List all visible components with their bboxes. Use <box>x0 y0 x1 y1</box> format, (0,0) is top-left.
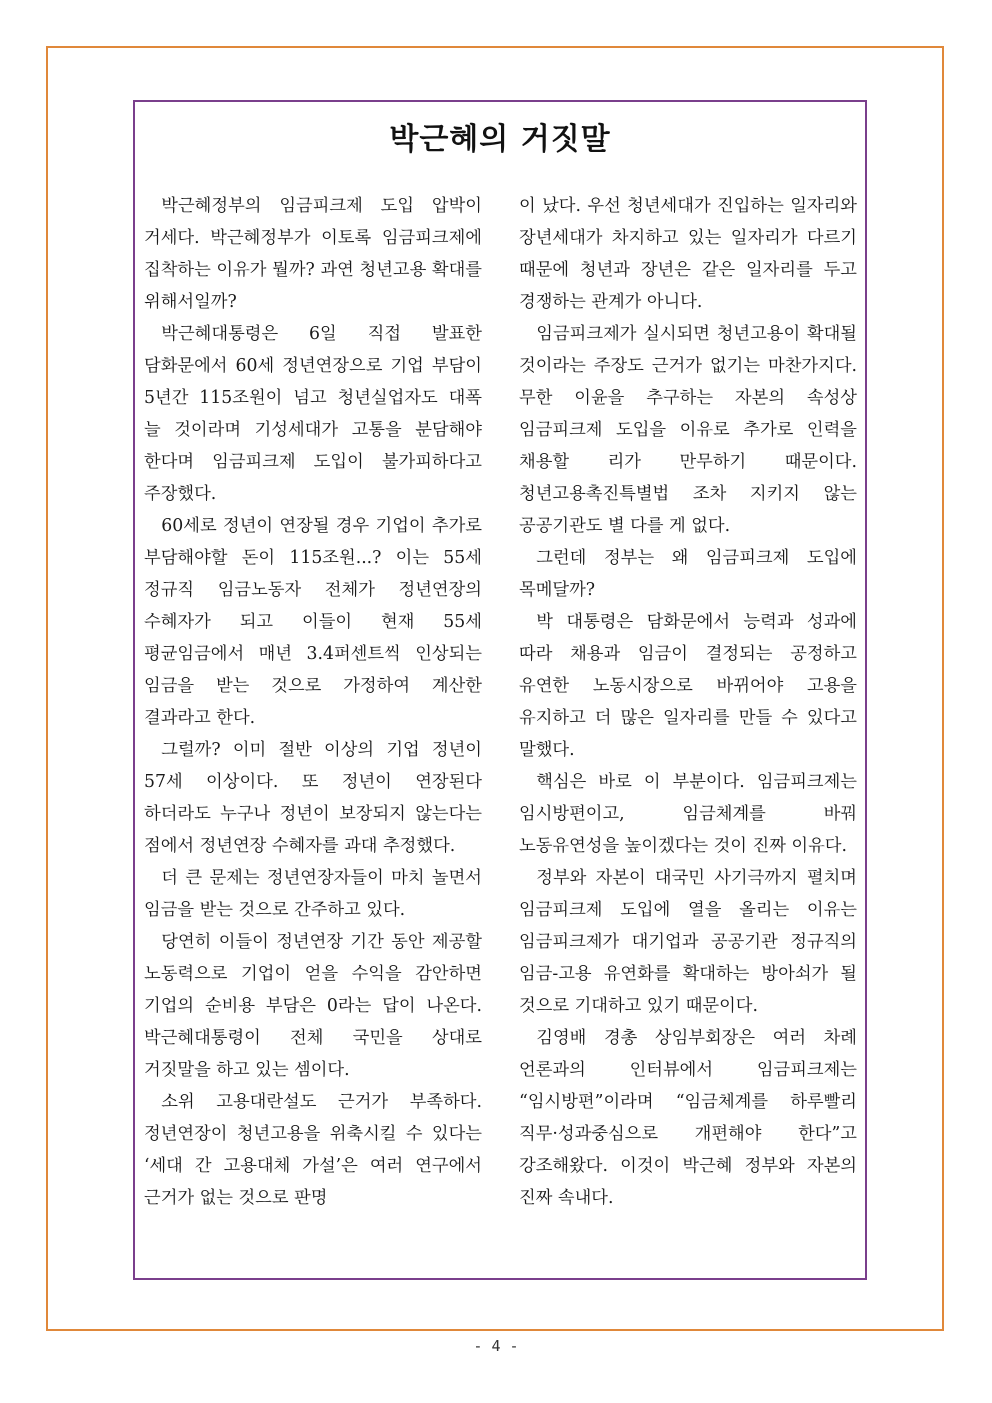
paragraph: 박근혜대통령은 6일 직접 발표한 담화문에서 60세 정년연장으로 기업 부담이 5년간 115조원이 넘고 청년실업자도 대폭 늘 것이라며 기성세대가 고통을 분담해야 한다며 임금피크제 도입이 불가피하다고 주장했다. <box>144 324 482 504</box>
paragraph: 임금피크제가 실시되면 청년고용이 확대될 것이라는 주장도 근거가 없기는 마찬가지다. 무한 이윤을 추구하는 자본의 속성상 임금피크제 도입을 이유로 추가로 인력을 채용할 리가 만무하기 때문이다. 청년고용촉진특별법 조차 지키지 않는 공공기관도 별 다를 게 없다. <box>519 324 857 536</box>
paragraph: 박 대통령은 담화문에서 능력과 성과에 따라 채용과 임금이 결정되는 공정하고 유연한 노동시장으로 바뀌어야 고용을 유지하고 더 많은 일자리를 만들 수 있다고 말했다. <box>519 612 857 760</box>
right-column <box>519 190 857 1214</box>
paragraph: 그럴까? 이미 절반 이상의 기업 정년이 57세 이상이다. 또 정년이 연장된다 하더라도 누구나 정년이 보장되지 않는다는 점에서 정년연장 수혜자를 과대 추정했다. <box>144 740 482 856</box>
paragraph: 60세로 정년이 연장될 경우 기업이 추가로 부담해야할 돈이 115조원...? 이는 55세 정규직 임금노동자 전체가 정년연장의 수혜자가 되고 이들이 현재 55세 평균임금에서 매년 3.4퍼센트씩 인상되는 임금을 받는 것으로 가정하여 계산한 결과라고 한다. <box>144 516 482 728</box>
paragraph: 소위 고용대란설도 근거가 부족하다. 정년연장이 청년고용을 위축시킬 수 있다는 ‘세대 간 고용대체 가설’은 여러 연구에서 근거가 없는 것으로 판명 <box>144 1092 482 1208</box>
paragraph: 박근혜정부의 임금피크제 도입 압박이 거세다. 박근혜정부가 이토록 임금피크제에 집착하는 이유가 뭘까? 과연 청년고용 확대를 위해서일까? <box>144 196 482 312</box>
paragraph: 그런데 정부는 왜 임금피크제 도입에 목메달까? <box>519 548 857 600</box>
paragraph: 당연히 이들이 정년연장 기간 동안 제공할 노동력으로 기업이 얻을 수익을 감안하면 기업의 순비용 부담은 0라는 답이 나온다. 박근혜대통령이 전체 국민을 상대로 거짓말을 하고 있는 셈이다. <box>144 932 482 1080</box>
paragraph: 더 큰 문제는 정년연장자들이 마치 놀면서 임금을 받는 것으로 간주하고 있다. <box>144 868 482 920</box>
paragraph: 김영배 경총 상임부회장은 여러 차례 언론과의 인터뷰에서 임금피크제는 “임시방편”이라며 “임금체계를 하루빨리 직무·성과중심으로 개편해야 한다”고 강조해왔다. 이것이 박근혜 정부와 자본의 진짜 속내다. <box>519 1028 857 1208</box>
paragraph: 정부와 자본이 대국민 사기극까지 펼치며 임금피크제 도입에 열을 올리는 이유는 임금피크제가 대기업과 공공기관 정규직의 임금-고용 유연화를 확대하는 방아쇠가 될 것으로 기대하고 있기 때문이다. <box>519 868 857 1016</box>
paragraph-continuation: 이 났다. 우선 청년세대가 진입하는 일자리와 장년세대가 차지하고 있는 일자리가 다르기 때문에 청년과 장년은 같은 일자리를 두고 경쟁하는 관계가 아니다. <box>519 196 857 312</box>
paragraph: 핵심은 바로 이 부분이다. 임금피크제는 임시방편이고, 임금체계를 바꿔 노동유연성을 높이겠다는 것이 진짜 이유다. <box>519 772 857 856</box>
left-column <box>144 190 482 1214</box>
article-title: 박근혜의 거짓말 <box>389 122 611 157</box>
page-number: - 4 - <box>473 1337 519 1355</box>
article-box <box>133 100 867 1280</box>
